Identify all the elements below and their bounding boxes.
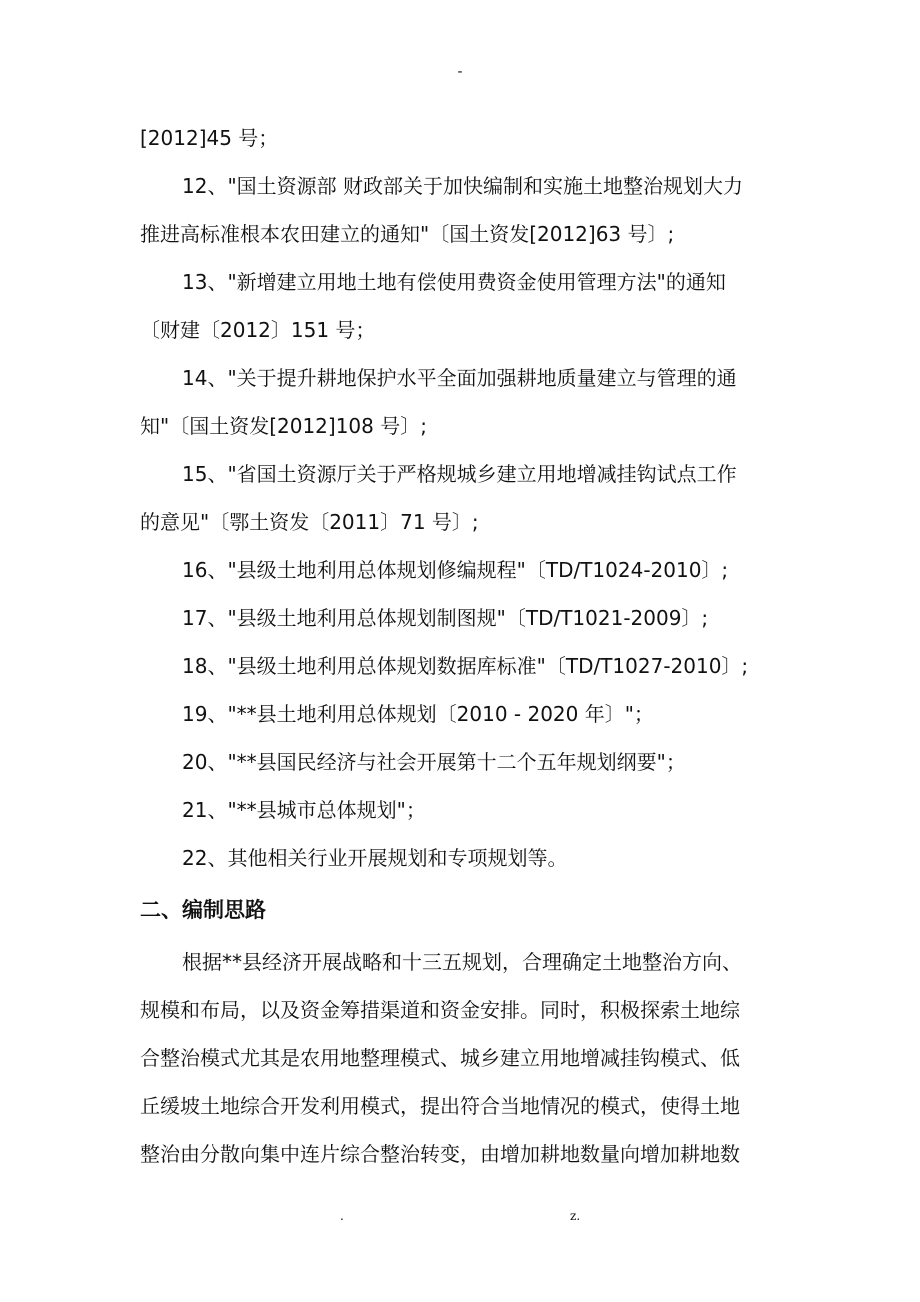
reference-item-12-continuation: 推进高标准根本农田建立的通知"〔国土资发[2012]63 号〕; xyxy=(140,222,675,246)
reference-item-12: 12、"国土资源部 财政部关于加快编制和实施土地整治规划大力 xyxy=(182,174,744,198)
section-heading: 二、编制思路 xyxy=(140,898,266,922)
header-mark: - xyxy=(457,64,463,80)
reference-item-17: 17、"县级土地利用总体规划制图规"〔TD/T1021-2009〕; xyxy=(182,606,709,630)
reference-item-22: 22、其他相关行业开展规划和专项规划等。 xyxy=(182,846,568,870)
reference-item-19: 19、"**县土地利用总体规划〔2010 - 2020 年〕"； xyxy=(182,702,654,726)
paragraph-line-2: 规模和布局，以及资金筹措渠道和资金安排。同时，积极探索土地综 xyxy=(140,998,740,1022)
reference-item-14: 14、"关于提升耕地保护水平全面加强耕地质量建立与管理的通 xyxy=(182,366,737,390)
reference-item-21: 21、"**县城市总体规划"； xyxy=(182,798,426,822)
reference-item-14-continuation: 知"〔国土资发[2012]108 号〕; xyxy=(140,414,427,438)
reference-item-16: 16、"县级土地利用总体规划修编规程"〔TD/T1024-2010〕; xyxy=(182,558,729,582)
footer-right-mark: z. xyxy=(570,1209,581,1223)
footer-left-mark: . xyxy=(340,1209,344,1223)
reference-item-20: 20、"**县国民经济与社会开展第十二个五年规划纲要"； xyxy=(182,750,686,774)
reference-item-18: 18、"县级土地利用总体规划数据库标准"〔TD/T1027-2010〕; xyxy=(182,654,749,678)
reference-item-15-continuation: 的意见"〔鄂土资发〔2011〕71 号〕; xyxy=(140,510,479,534)
reference-item-13-continuation: 〔财建〔2012〕151 号； xyxy=(140,318,376,342)
reference-item-15: 15、"省国土资源厅关于严格规城乡建立用地增减挂钩试点工作 xyxy=(182,462,737,486)
paragraph-line-4: 丘缓坡土地综合开发利用模式，提出符合当地情况的模式，使得土地 xyxy=(140,1094,740,1118)
reference-line-continuation: [2012]45 号； xyxy=(140,126,279,150)
reference-item-13: 13、"新增建立用地土地有偿使用费资金使用管理方法"的通知 xyxy=(182,270,726,294)
paragraph-line-3: 合整治模式尤其是农用地整理模式、城乡建立用地增减挂钩模式、低 xyxy=(140,1046,740,1070)
paragraph-line-5: 整治由分散向集中连片综合整治转变，由增加耕地数量向增加耕地数 xyxy=(140,1142,740,1166)
document-content xyxy=(140,114,785,1178)
paragraph-line-1: 根据**县经济开展战略和十三五规划，合理确定土地整治方向、 xyxy=(182,950,742,974)
